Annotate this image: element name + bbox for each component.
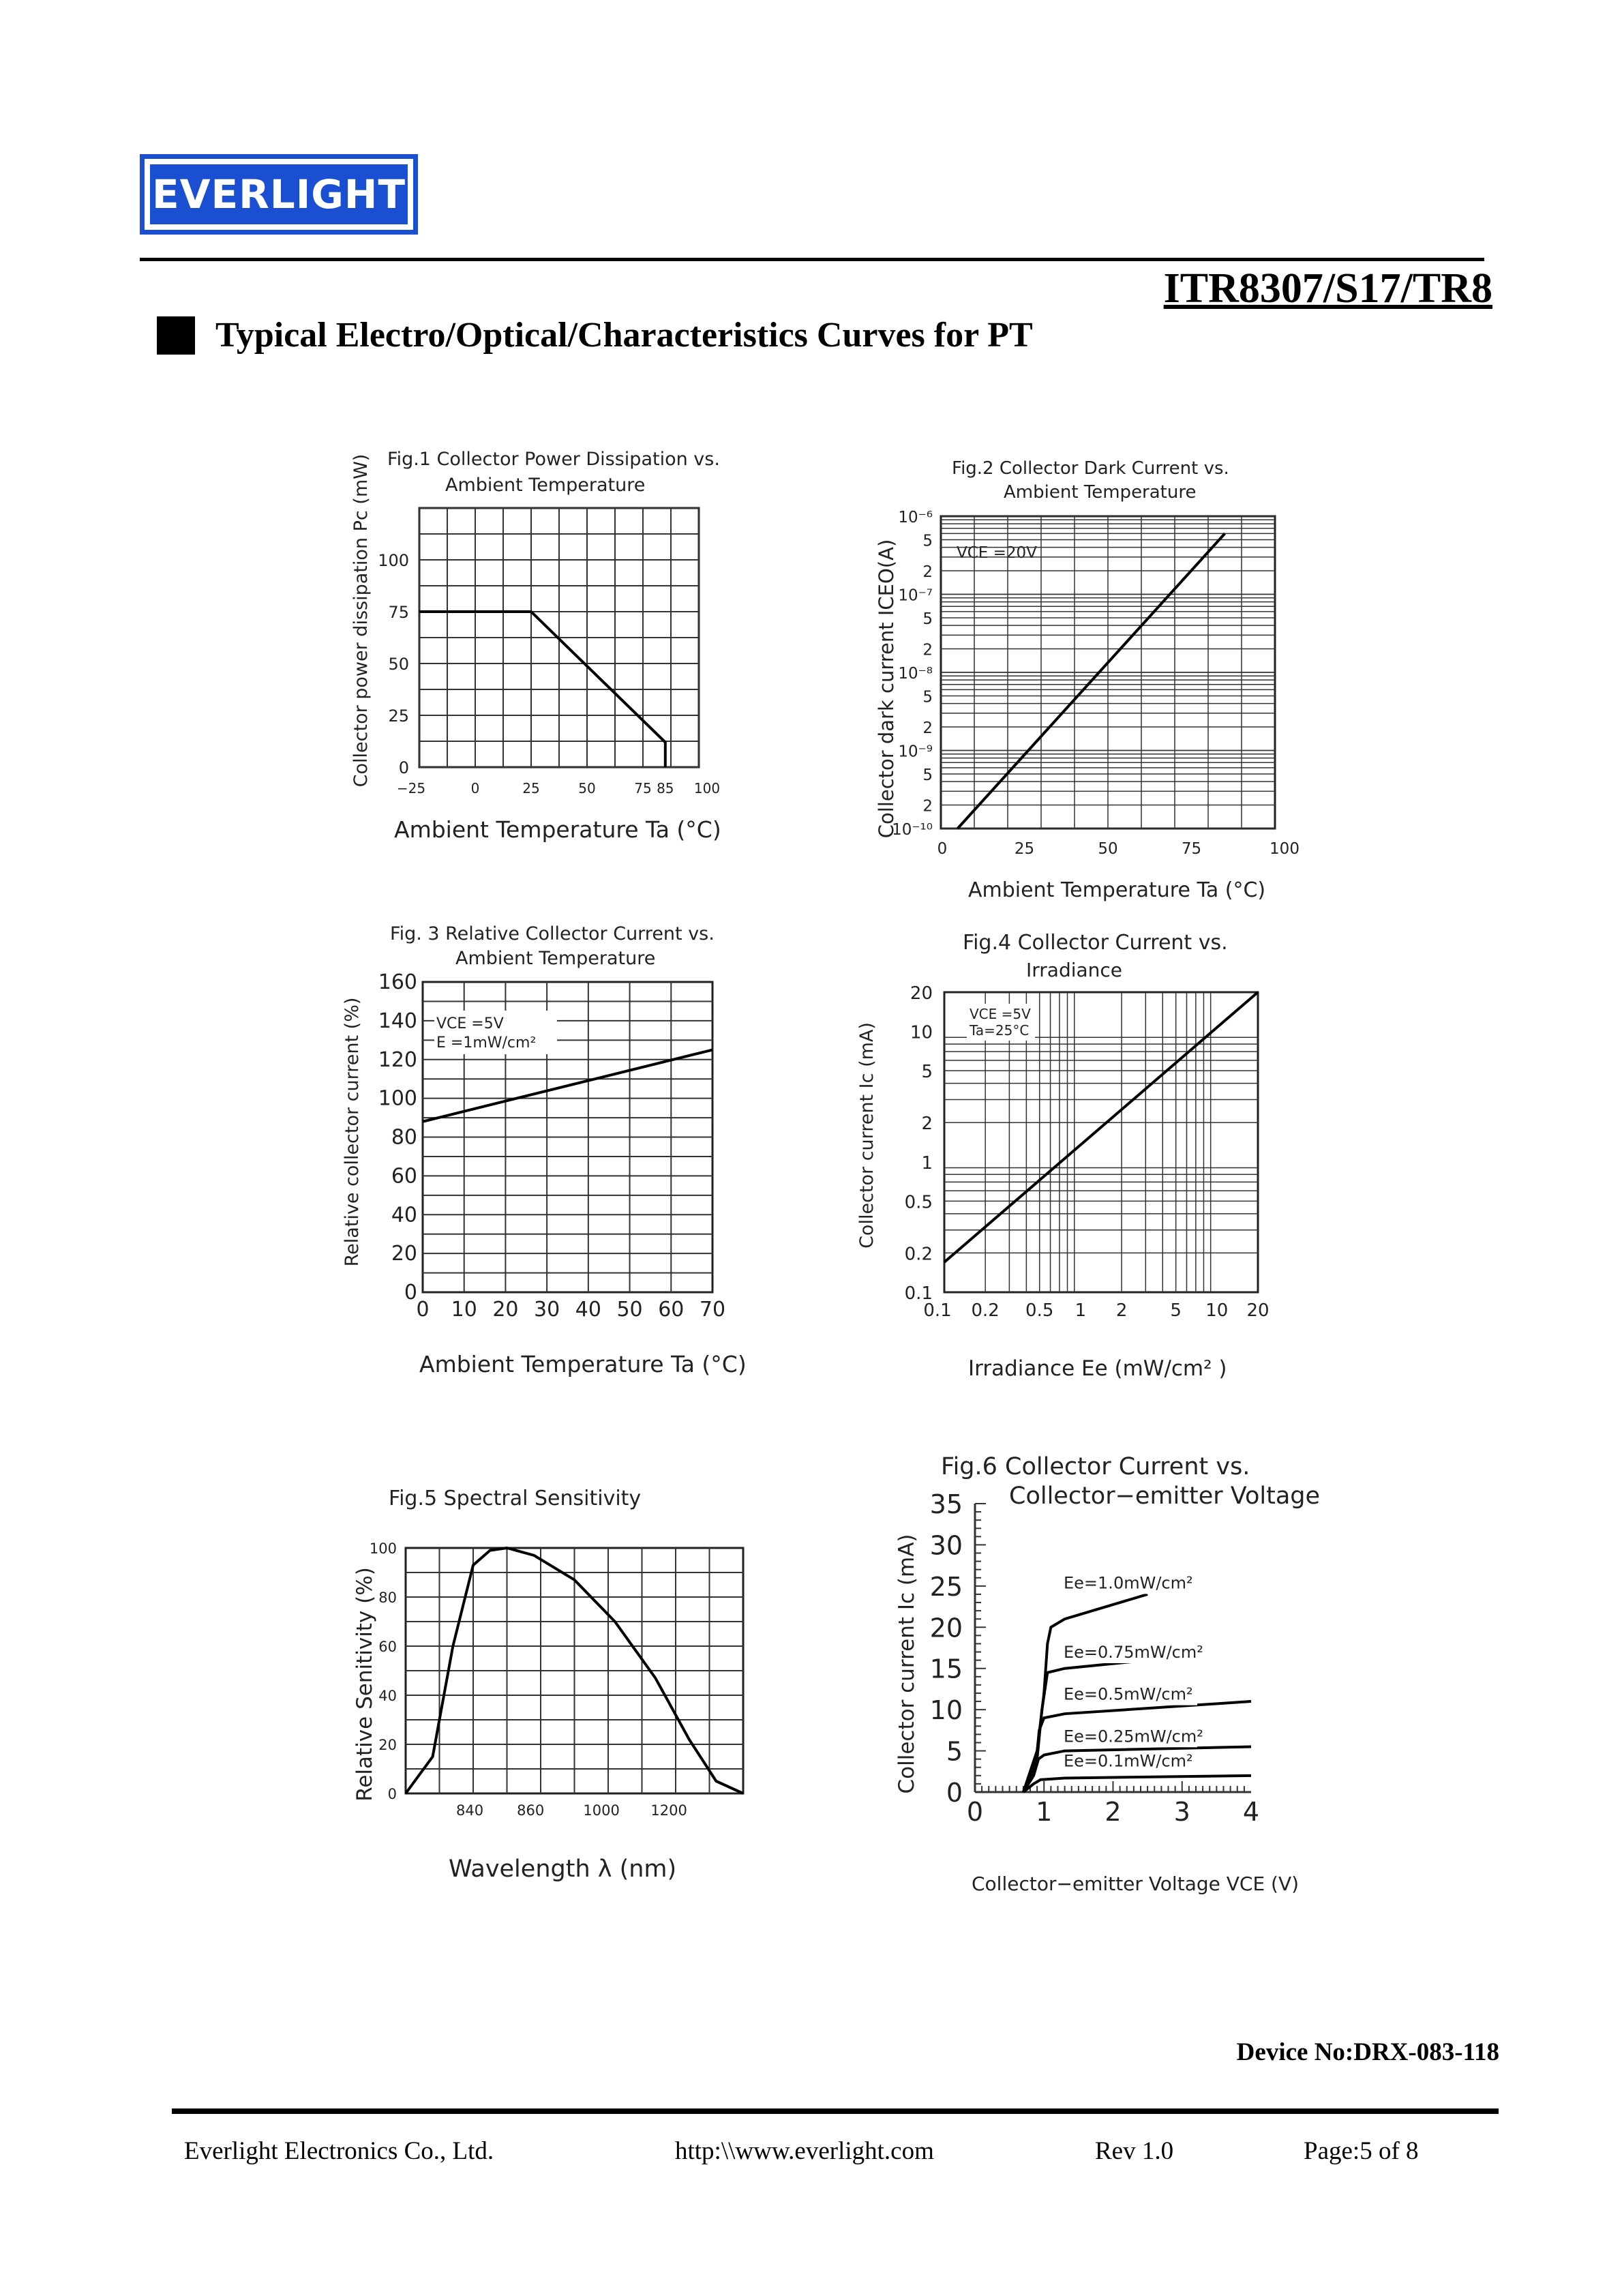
fig4-condition-line1: VCE =5V — [970, 1006, 1031, 1022]
fig3-curve — [423, 1050, 712, 1122]
fig1-chart — [350, 449, 721, 843]
fig4-xticks — [923, 1300, 1269, 1321]
fig2-ytick: 10⁻¹⁰ — [892, 821, 933, 839]
fig3-xtick: 20 — [492, 1298, 519, 1322]
fig2-xtick: 25 — [1014, 840, 1035, 858]
fig6-chart — [895, 1453, 1320, 1895]
fig3-ytick: 140 — [378, 1009, 417, 1033]
fig2-ytick: 2 — [922, 563, 933, 582]
fig4-chart — [856, 931, 1270, 1381]
section-title: Typical Electro/Optical/Characteristics Curves for PT — [215, 316, 1033, 355]
fig3-title-line2: Ambient Temperature — [455, 948, 656, 969]
footer-rule — [172, 2108, 1499, 2114]
fig4-ytick: 2 — [921, 1114, 933, 1135]
fig2-ytick: 2 — [922, 719, 933, 738]
fig6-ytick: 30 — [929, 1530, 963, 1561]
fig6-title-line1: Fig.6 Collector Current vs. — [941, 1453, 1250, 1480]
fig1-ytick: 75 — [388, 603, 409, 622]
fig4-xtick: 0.2 — [971, 1300, 1000, 1321]
fig4-ytick: 20 — [910, 983, 933, 1004]
fig5-ytick: 0 — [387, 1786, 397, 1802]
fig5-chart — [352, 1487, 743, 1883]
footer-url: http:\\www.everlight.com — [675, 2137, 934, 2165]
fig4-xlabel: Irradiance Ee (mW/cm² ) — [968, 1356, 1227, 1381]
fig6-xtick: 2 — [1105, 1797, 1122, 1827]
fig6-ytick: 20 — [929, 1613, 963, 1643]
fig1-xtick: 75 — [634, 780, 652, 796]
fig5-xticks — [456, 1802, 687, 1819]
fig3-condition-line2: E =1mW/cm² — [436, 1034, 537, 1052]
fig6-ytick: 15 — [929, 1654, 963, 1684]
fig4-xtick: 20 — [1246, 1300, 1270, 1321]
fig1-ylabel: Collector power dissipation Pc (mW) — [350, 453, 372, 788]
fig2-ytick: 5 — [922, 688, 933, 706]
fig3-ytick: 120 — [378, 1047, 417, 1072]
fig4-title-line1: Fig.4 Collector Current vs. — [963, 931, 1228, 955]
fig3-xtick: 50 — [616, 1298, 643, 1322]
fig1-xtick: −25 — [396, 780, 426, 796]
fig5-xtick: 1200 — [650, 1802, 687, 1819]
fig4-yticks — [905, 983, 933, 1304]
fig3-ytick: 160 — [378, 970, 417, 994]
fig4-ytick: 0.1 — [904, 1283, 933, 1304]
fig2-ytick: 10⁻⁸ — [898, 665, 933, 683]
fig2-ytick: 10⁻⁶ — [898, 509, 933, 526]
fig5-ytick: 80 — [378, 1590, 397, 1606]
fig4-condition-line2: Ta=25°C — [970, 1022, 1030, 1039]
fig2-xlabel: Ambient Temperature Ta (°C) — [968, 878, 1266, 902]
fig2-xtick: 0 — [937, 840, 948, 858]
fig1-xlabel: Ambient Temperature Ta (°C) — [394, 816, 721, 843]
fig4-ytick: 10 — [910, 1022, 933, 1043]
fig4-ytick: 0.2 — [904, 1244, 933, 1265]
fig1-xtick: 50 — [578, 780, 596, 796]
fig1-title-line2: Ambient Temperature — [445, 475, 646, 496]
fig5-ytick: 60 — [378, 1639, 397, 1655]
fig2-xticks — [937, 840, 1300, 858]
fig6-ylabel: Collector current Ic (mA) — [895, 1534, 919, 1794]
fig1-yticks — [378, 551, 409, 777]
fig2-ytick: 5 — [922, 610, 933, 628]
fig1-xtick: 25 — [522, 780, 540, 796]
fig5-xtick: 1000 — [583, 1802, 620, 1819]
fig1-ytick: 25 — [388, 706, 409, 726]
fig6-curve-label: Ee=0.5mW/cm² — [1064, 1684, 1193, 1704]
fig3-yticks — [378, 970, 417, 1304]
fig5-grid — [406, 1548, 743, 1793]
fig3-xlabel: Ambient Temperature Ta (°C) — [419, 1351, 747, 1377]
fig4-xtick: 1 — [1075, 1300, 1087, 1321]
footer-page: Page:5 of 8 — [1304, 2137, 1419, 2165]
fig2-ylabel: Collector dark current ICEO(A) — [875, 539, 898, 839]
fig4-ytick: 0.5 — [904, 1192, 933, 1213]
fig3-ytick: 20 — [391, 1242, 417, 1266]
fig6-ytick: 10 — [929, 1695, 963, 1726]
fig5-title: Fig.5 Spectral Sensitivity — [389, 1487, 642, 1510]
footer-company: Everlight Electronics Co., Ltd. — [184, 2137, 494, 2165]
fig3-ytick: 40 — [391, 1203, 417, 1227]
fig3-xtick: 60 — [658, 1298, 685, 1322]
fig5-ytick: 40 — [378, 1688, 397, 1704]
fig2-ytick: 10⁻⁹ — [898, 743, 933, 761]
fig2-xtick: 75 — [1181, 840, 1202, 858]
fig3-xtick: 0 — [416, 1298, 430, 1322]
fig3-ytick: 60 — [391, 1164, 417, 1189]
fig3-xtick: 10 — [451, 1298, 477, 1322]
fig3-xtick: 40 — [575, 1298, 601, 1322]
fig6-xtick: 1 — [1036, 1797, 1053, 1827]
fig1-xtick: 100 — [693, 780, 721, 796]
fig4-ytick: 1 — [921, 1152, 933, 1174]
fig6-xticks — [967, 1797, 1259, 1827]
fig2-xtick: 100 — [1270, 840, 1300, 858]
fig6-xtick: 4 — [1242, 1797, 1260, 1827]
fig2-xtick: 50 — [1098, 840, 1118, 858]
fig2-curve — [958, 533, 1225, 829]
fig2-ytick: 2 — [922, 641, 933, 659]
fig3-condition-line1: VCE =5V — [436, 1015, 504, 1032]
fig3-ylabel: Relative collector current (%) — [342, 997, 363, 1267]
fig5-ylabel: Relative Senitivity (%) — [352, 1567, 377, 1802]
fig6-curve-label: Ee=0.75mW/cm² — [1064, 1643, 1203, 1663]
fig6-xlabel: Collector−emitter Voltage VCE (V) — [972, 1873, 1300, 1895]
fig5-xtick: 860 — [517, 1802, 545, 1819]
fig4-ylabel: Collector current Ic (mA) — [856, 1022, 877, 1249]
fig2-ytick: 5 — [922, 766, 933, 784]
fig5-ytick: 20 — [378, 1737, 397, 1753]
fig5-xlabel: Wavelength λ (nm) — [449, 1855, 677, 1883]
fig6-title-line2: Collector−emitter Voltage — [1009, 1482, 1321, 1510]
fig6-ytick: 0 — [946, 1778, 963, 1808]
fig3-ytick: 80 — [391, 1125, 417, 1150]
fig1-ytick: 0 — [398, 758, 409, 777]
fig6-ytick: 25 — [929, 1571, 963, 1602]
fig1-xticks — [397, 780, 720, 796]
fig3-chart — [342, 923, 747, 1377]
device-number: Device No:DRX-083-118 — [1236, 2038, 1499, 2066]
fig3-title-line1: Fig. 3 Relative Collector Current vs. — [390, 923, 715, 944]
footer-rev: Rev 1.0 — [1095, 2137, 1174, 2165]
fig4-xtick: 2 — [1115, 1300, 1128, 1321]
fig3-ytick: 100 — [378, 1086, 417, 1111]
fig6-ytick: 5 — [946, 1736, 963, 1767]
fig1-ytick: 50 — [388, 655, 409, 674]
fig3-ytick: 0 — [404, 1281, 417, 1304]
fig6-yticks — [930, 1489, 963, 1808]
fig5-ytick: 100 — [369, 1540, 397, 1557]
fig2-title-line1: Fig.2 Collector Dark Current vs. — [952, 458, 1229, 479]
fig3-xtick: 70 — [699, 1298, 726, 1322]
fig2-yticks — [892, 509, 933, 839]
fig4-xtick: 10 — [1205, 1300, 1229, 1321]
fig6-xtick: 0 — [966, 1797, 984, 1827]
fig6-curve-labels — [1061, 1573, 1203, 1772]
fig3-xticks — [416, 1298, 725, 1322]
fig2-chart — [875, 458, 1300, 902]
fig2-ytick: 10⁻⁷ — [898, 586, 933, 605]
fig6-curve-label: Ee=0.25mW/cm² — [1064, 1727, 1203, 1746]
fig6-ytick: 35 — [929, 1489, 963, 1519]
fig6-curve-label: Ee=1.0mW/cm² — [1064, 1573, 1193, 1593]
fig6-xtick: 3 — [1173, 1797, 1190, 1827]
fig2-title-line2: Ambient Temperature — [1004, 482, 1197, 503]
fig4-xtick: 5 — [1170, 1300, 1182, 1321]
fig4-xtick: 0.1 — [923, 1300, 952, 1321]
part-number: ITR8307/S17/TR8 — [1163, 265, 1492, 312]
fig4-title-line2: Irradiance — [1026, 959, 1123, 981]
fig4-xtick: 0.5 — [1025, 1300, 1054, 1321]
logo-text: EVERLIGHT — [151, 171, 406, 218]
fig2-condition: VCE =20V — [957, 544, 1037, 562]
fig4-ytick: 5 — [921, 1062, 933, 1083]
fig2-ytick: 5 — [922, 532, 933, 550]
fig2-ytick: 2 — [922, 797, 933, 816]
fig1-title-line1: Fig.1 Collector Power Dissipation vs. — [387, 449, 720, 470]
fig1-xtick: 85 — [657, 780, 674, 796]
fig1-ytick: 100 — [378, 551, 409, 570]
fig1-xtick: 0 — [470, 780, 480, 796]
fig5-xtick: 840 — [456, 1802, 484, 1819]
fig3-xtick: 30 — [534, 1298, 560, 1322]
fig6-curve-label: Ee=0.1mW/cm² — [1064, 1751, 1193, 1771]
